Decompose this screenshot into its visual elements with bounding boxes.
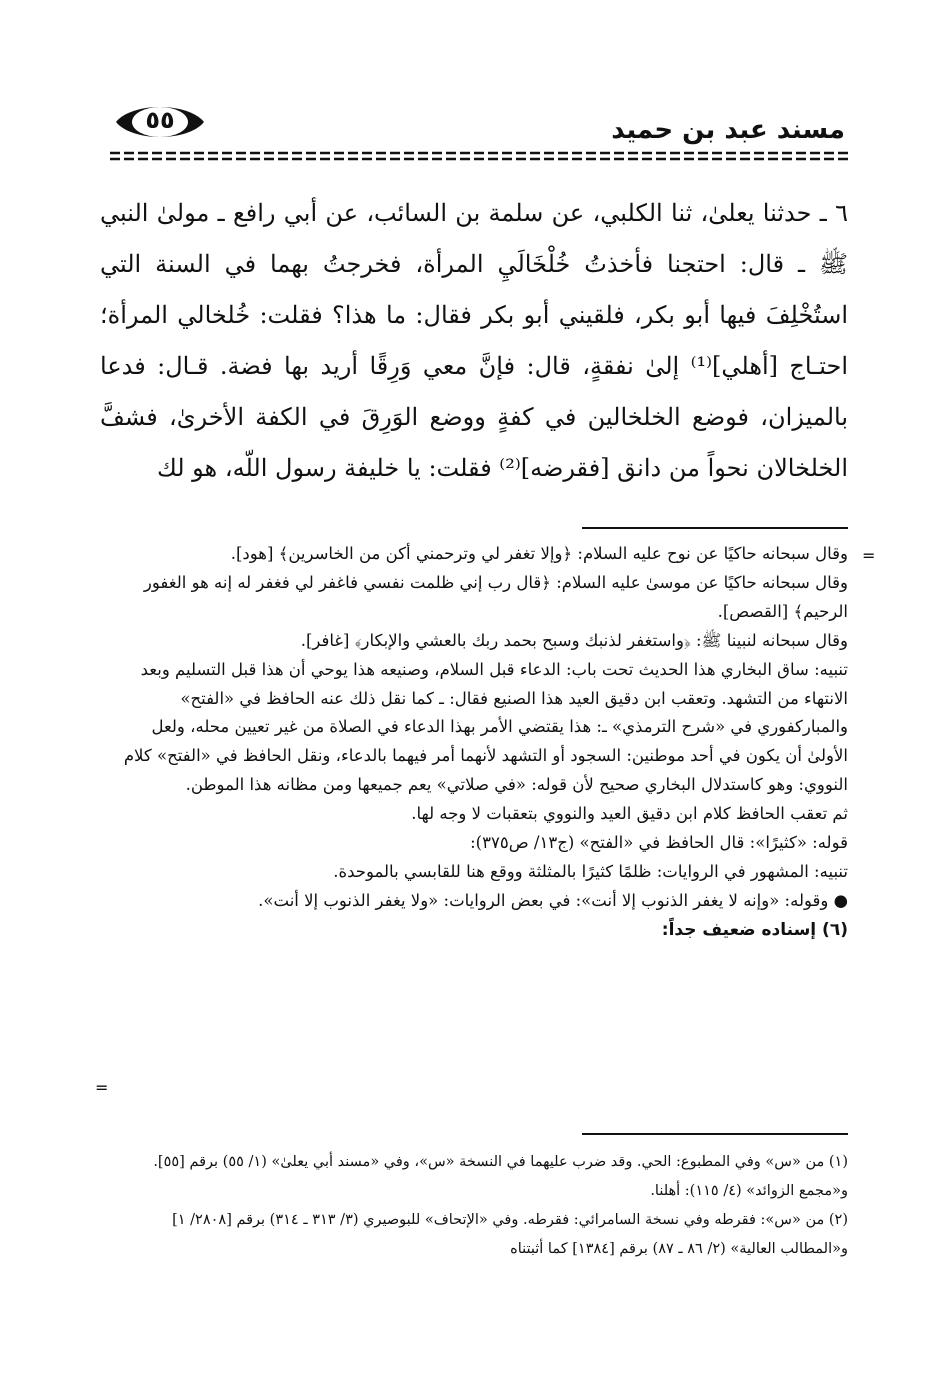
note-line: ثم تعقب الحافظ كلام ابن دقيق العيد والنووي بتعقبات لا وجه لها. (411, 804, 848, 824)
page-number: ٥٥ (145, 106, 175, 134)
note-line: ● وقوله: «وإنه لا يغفر الذنوب إلا أنت»: في بعض الروايات: «ولا يغفر الذنوب إلا أنت». (258, 890, 848, 910)
notes-block (108, 540, 848, 945)
continuation-mark-bottom: = (95, 1078, 109, 1097)
isnad-grading: (٦) إسناده ضعيف جداً: (661, 919, 848, 940)
footnote: (١) من «س» وفي المطبوع: الحي. وقد ضرب عليهما في النسخة «س»، وفي «مسند أبي يعلىٰ» (١/ ٥٥) برقم [٥٥]. و«مجمع الزوائد» (٤/ ١١٥): أهلنا. (153, 1154, 848, 1199)
note-line: تنبيه: ساق البخاري هذا الحديث تحت باب: الدعاء قبل السلام، وصنيعه هذا يوحي أن هذا قبل التسليم وبعد الانتهاء من التشهد. وتعقب ابن دقيق العيد هذا الصنيع فقال: ـ كما نقل ذلك عنه الحافظ في «الفتح» والمباركفوري في «شرح الترمذي» ـ: هذا يقتضي الأمر بهذا الدعاء في الصلاة من غير تعيين محله، ولعل الأولىٰ أن يكون في أحد موطنين: السجود أو التشهد لأنهما أمر فيهما بالدعاء، ونقل الحافظ في «الفتح» كلام النووي: وهو كاستدلال البخاري صحيح لأن قوله: «في صلاتي» يعم جميعها ومن مظانه هذا الموطن. (123, 659, 848, 795)
footnote: (٢) من «س»: فقرطه وفي نسخة السامرائي: فقرطه. وفي «الإتحاف» للبوصيري (٣/ ٣١٣ ـ ٣١٤) برقم [٢٨٠٨/ ١] و«المطالب العالية» (٢/ ٨٦ ـ ٨٧) برقم [١٣٨٤] كما أثبتناه (172, 1212, 848, 1257)
header-divider (110, 150, 848, 162)
note-line: قوله: «كثيرًا»: قال الحافظ في «الفتح» (ج١٣/ ص٣٧٥): (470, 833, 848, 853)
continuation-mark-top: = (862, 546, 876, 565)
page-number-badge (110, 100, 210, 144)
hadith-text: ٦ ـ حدثنا يعلىٰ، ثنا الكلبي، عن سلمة بن السائب، عن أبي رافع ـ مولىٰ النبي ﷺ ـ قال: احتجنا فأخذتُ خُلْخَالَيِ المرأة، فخرجتُ بهما في السنة التي استُخْلِفَ فيها أبو بكر، فلقيني أبو بكر فقال: ما هذا؟ فقلت: خُلخالي المرأة؛ احتـاج [أهلي]⁽¹⁾ إلىٰ نفقةٍ، قال: فإنَّ معي وَرِقًا أريد بها فضة. قـال: فدعا بالميزان، فوضع الخلخالين في كفةٍ ووضع الوَرِقَ في الكفة الأخرىٰ، فشفَّ الخلخالان نحواً من دانق [فقرضه]⁽²⁾ فقلت: يا خليفة رسول اللّه، هو لك (100, 199, 849, 482)
note-line: وقال سبحانه حاكيًا عن موسىٰ عليه السلام: ﴿قال رب إني ظلمت نفسي فاغفر لي فغفر له إنه هو الغفور الرحيم﴾ [القصص]. (143, 572, 848, 621)
note-line: وقال سبحانه لنبينا ﷺ: ﴿واستغفر لذنبك وسبح بحمد ربك بالعشي والإبكار﴾ [غافر]. (300, 630, 848, 650)
footnotes-separator (582, 1133, 848, 1135)
footnotes-block (108, 1148, 848, 1264)
notes-separator (582, 527, 848, 529)
running-header-title: مسند عبد بن حميد (611, 115, 845, 145)
note-line: تنبيه: المشهور في الروايات: ظلمًا كثيرًا بالمثلثة ووقع هنا للقابسي بالموحدة. (333, 861, 848, 881)
note-line: وقال سبحانه حاكيًا عن نوح عليه السلام: ﴿وإلا تغفر لي وترحمني أكن من الخاسرين﴾ [هود]. (230, 544, 848, 563)
